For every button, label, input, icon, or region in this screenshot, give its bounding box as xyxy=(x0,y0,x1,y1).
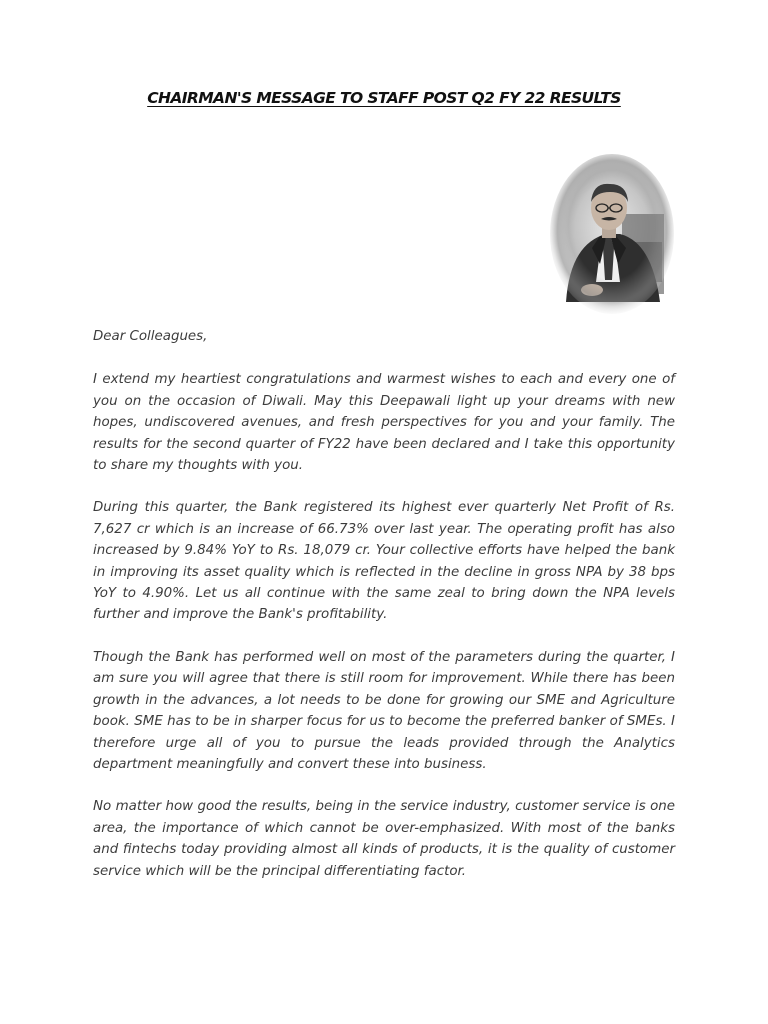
paragraph: During this quarter, the Bank registered its highest ever quarterly Net Profit of Rs. 7,627 cr which is an increase of 66.73% over last year. The operating profit has also increased by 9.84% YoY to Rs. 18,079 cr. Your collective efforts have helped the bank in improving its asset quality which is reflected in the decline in gross NPA by 38 bps YoY to 4.90%. Let us all continue with the same zeal to bring down the NPA levels further and improve the Bank's profitability. xyxy=(93,500,675,623)
paragraph: I extend my heartiest congratulations and warmest wishes to each and every one of you on the occasion of Diwali. May this Deepawali light up your dreams with new hopes, undiscovered avenues, and fresh perspectives for you and your family. The results for the second quarter of FY22 have been declared and I take this opportunity to share my thoughts with you. xyxy=(93,372,675,474)
salutation: Dear Colleagues, xyxy=(93,329,208,344)
paragraph: Though the Bank has performed well on most of the parameters during the quarter, I am sure you will agree that there is still room for improvement. While there has been growth in the advances, a lot needs to be done for growing our SME and Agriculture book. SME has to be in sharper focus for us to become the preferred banker of SMEs. I therefore urge all of you to pursue the leads provided through the Analytics department meaningfully and convert these into business. xyxy=(93,649,675,772)
paragraph: No matter how good the results, being in the service industry, customer service is one area, the importance of which cannot be over-emphasized. With most of the banks and fintechs today providing almost all kinds of products, it is the quality of customer service which will be the principal differentiating factor. xyxy=(93,799,675,879)
letter-body xyxy=(93,326,675,903)
page-title: CHAIRMAN'S MESSAGE TO STAFF POST Q2 FY 22 RESULTS xyxy=(147,89,621,107)
chairman-portrait xyxy=(548,152,676,320)
